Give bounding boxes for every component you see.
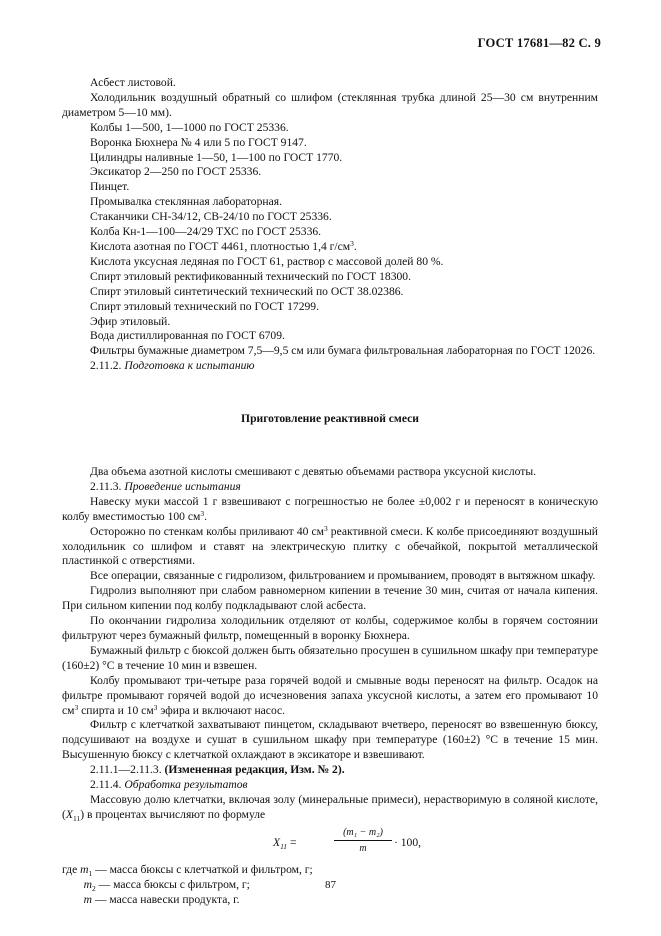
- material-item: Холодильник воздушный обратный со шлифом (стеклянная трубка длиной 25—30 см внутренним диаметром 5—10 мм).: [62, 90, 598, 119]
- formula-denominator: m: [359, 842, 367, 854]
- paragraph: Гидролиз выполняют при слабом равномерном кипении в течение 30 мин, считая от начала кипения. При сильном кипении под колбу подкладывают слой асбеста.: [62, 584, 598, 613]
- section-title: Приготовление реактивной смеси: [241, 412, 419, 426]
- material-item: Пинцет.: [90, 180, 130, 194]
- subsection-2-11-3: 2.11.3. Проведение испытания: [90, 479, 241, 493]
- material-item: Кислота уксусная ледяная по ГОСТ 61, раствор с массовой долей 80 %.: [90, 254, 444, 268]
- material-item: Асбест листовой.: [90, 76, 176, 89]
- revision-note: 2.11.1—2.11.3. (Измененная редакция, Изм. № 2).: [90, 763, 345, 777]
- page-header: ГОСТ 17681—82 С. 9: [477, 36, 601, 50]
- subsection-2-11-4: 2.11.4. Обработка результатов: [90, 778, 248, 792]
- formula-lhs: $X_{11}$ =: [273, 835, 297, 851]
- paragraph: По окончании гидролиза холодильник отделяют от колбы, содержимое колбы в горячем состоянии фильтруют через бумажный фильтр, помещенный в воронку Бюхнера.: [62, 614, 598, 642]
- paragraph: Массовую долю клетчатки, включая золу (минеральные примеси), нерастворимую в соляной кислоте, $(X_{11})$ в процентах вычисляют по формуле: [62, 792, 598, 823]
- page-number: 87: [325, 879, 336, 891]
- where-line: $m_2$ — масса бюксы с фильтром, г;: [83, 877, 250, 893]
- paragraph: Навеску муки массой 1 г взвешивают с погрешностью не более ±0,002 г и переносят в коническую колбу вместимостью 100 $см^3$.: [62, 494, 598, 523]
- body-text: [62, 76, 598, 908]
- paragraph: Бумажный фильтр с бюксой должен быть обязательно просушен в сушильном шкафу при температуре (160±2) °С в течение 10 мин и взвешен.: [62, 643, 598, 672]
- material-item: Цилиндры наливные 1—50, 1—100 по ГОСТ 1770.: [90, 150, 343, 164]
- material-item: Эфир этиловый.: [90, 314, 171, 328]
- material-item: Колбы 1—500, 1—1000 по ГОСТ 25336.: [90, 120, 289, 134]
- material-item: Стаканчики СН-34/12, СВ-24/10 по ГОСТ 25336.: [90, 210, 332, 224]
- material-item: Спирт этиловый синтетический технический по ОСТ 38.02386.: [90, 284, 404, 298]
- paragraph: Два объема азотной кислоты смешивают с девятью объемами раствора уксусной кислоты.: [90, 465, 537, 479]
- material-item: Спирт этиловый ректификованный технический по ГОСТ 18300.: [90, 269, 412, 283]
- where-line: где $m_1$ — масса бюксы с клетчаткой и фильтром, г;: [62, 862, 313, 878]
- subsection-2-11-2: 2.11.2. Подготовка к испытанию: [90, 359, 255, 373]
- where-line: m — масса навески продукта, г.: [83, 892, 240, 906]
- material-item: Промывалка стеклянная лабораторная.: [90, 195, 282, 209]
- material-item: Фильтры бумажные диаметром 7,5—9,5 см или бумага фильтровальная лабораторная по ГОСТ 12026.: [90, 344, 596, 358]
- paragraph: Все операции, связанные с гидролизом, фильтрованием и промыванием, проводят в вытяжном шкафу.: [90, 569, 596, 583]
- formula-fraction: [334, 827, 392, 855]
- material-item: Колба Кн-1—100—24/29 ТХС по ГОСТ 25336.: [90, 225, 322, 239]
- paragraph: Колбу промывают три-четыре раза горячей водой и смывные воды переносят на фильтр. Осадок на фильтре промывают горячей водой до исчезновения запаха уксусной кислоты, а затем его промывают 10 $см^3$ спирта и 10 $см^3$ эфира и включают насос.: [62, 673, 598, 717]
- paragraph: Фильтр с клетчаткой захватывают пинцетом, складывают вчетверо, переносят во взвешенную бюксу, подсушивают на воздухе и сушат в сушильном шкафу при температуре (160±2) °С в течение 15 мин. Высушенную бюксу с клетчаткой охлаждают в эксикаторе и взвешивают.: [62, 718, 598, 762]
- formula-numerator: (m₁ − m₂): [343, 826, 383, 838]
- material-item: Эксикатор 2—250 по ГОСТ 25336.: [90, 165, 262, 179]
- formula: [62, 827, 598, 859]
- material-item: Воронка Бюхнера № 4 или 5 по ГОСТ 9147.: [90, 135, 307, 149]
- material-item-acid: Кислота азотная по ГОСТ 4461, плотностью 1,4 $г/см^3$.: [90, 238, 357, 253]
- material-item: Спирт этиловый технический по ГОСТ 17299.: [90, 299, 319, 313]
- formula-tail: · 100,: [394, 835, 422, 849]
- material-item: Вода дистиллированная по ГОСТ 6709.: [90, 329, 285, 343]
- paragraph: Осторожно по стенкам колбы приливают 40 $см^3$ реактивной смеси. К колбе присоединяют воздушный холодильник со шлифом и ставят на электрическую плитку с обечайкой, покрытой металлической пластинкой с отверстиями.: [62, 523, 598, 568]
